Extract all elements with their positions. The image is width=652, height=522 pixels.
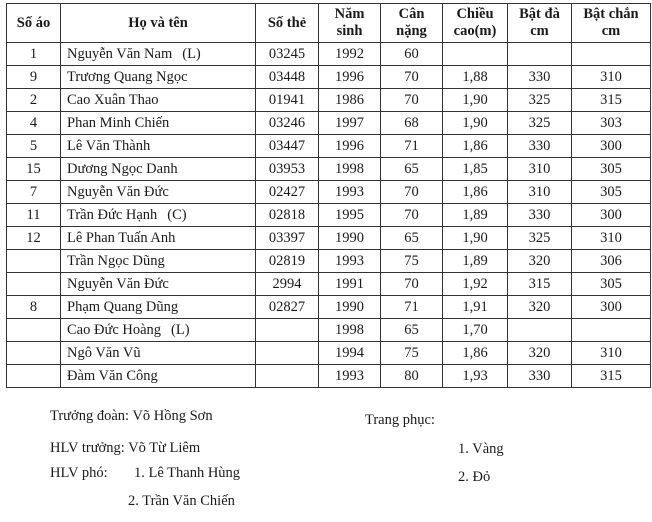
header-spike-line1: Bật đà <box>519 6 560 22</box>
player-name: Cao Xuân Thao <box>67 91 159 108</box>
player-name: Nguyễn Văn Nam <box>67 45 173 62</box>
cell-spike: 310 <box>508 181 572 204</box>
cell-height: 1,70 <box>443 319 508 342</box>
cell-year: 1990 <box>319 227 381 250</box>
cell-name <box>61 135 256 158</box>
table-row <box>7 365 651 388</box>
player-role-tag: (C) <box>167 206 187 223</box>
cell-height: 1,91 <box>443 296 508 319</box>
cell-weight: 70 <box>381 89 443 112</box>
header-block-line2: cm <box>601 23 621 39</box>
cell-height: 1,86 <box>443 342 508 365</box>
header-spike-line2: cm <box>530 23 549 39</box>
cell-spike <box>508 319 572 342</box>
cell-weight: 70 <box>381 273 443 296</box>
cell-name <box>61 365 256 388</box>
cell-height: 1,90 <box>443 89 508 112</box>
cell-block: 300 <box>572 204 651 227</box>
cell-height: 1,93 <box>443 365 508 388</box>
table-row <box>7 296 651 319</box>
cell-spike: 325 <box>508 112 572 135</box>
cell-weight: 75 <box>381 250 443 273</box>
cell-card <box>256 342 319 365</box>
player-name: Nguyễn Văn Đức <box>67 275 169 292</box>
cell-year: 1993 <box>319 365 381 388</box>
cell-card: 03447 <box>256 135 319 158</box>
table-row <box>7 181 651 204</box>
roster-body <box>7 43 651 388</box>
cell-weight: 70 <box>381 181 443 204</box>
table-row <box>7 204 651 227</box>
cell-block: 306 <box>572 250 651 273</box>
cell-year: 1997 <box>319 112 381 135</box>
header-year-line2: sinh <box>336 23 363 39</box>
player-name: Đàm Văn Công <box>67 367 158 384</box>
cell-year: 1991 <box>319 273 381 296</box>
cell-height: 1,88 <box>443 66 508 89</box>
cell-block: 310 <box>572 66 651 89</box>
cell-spike: 330 <box>508 365 572 388</box>
cell-block <box>572 319 651 342</box>
cell-name <box>61 158 256 181</box>
cell-weight: 75 <box>381 342 443 365</box>
cell-name <box>61 112 256 135</box>
cell-spike: 310 <box>508 158 572 181</box>
cell-height: 1,89 <box>443 204 508 227</box>
header-year-line1: Năm <box>334 6 365 22</box>
header-height-line2: cao(m) <box>453 23 497 39</box>
player-name: Lê Phan Tuấn Anh <box>67 229 176 246</box>
cell-card: 2994 <box>256 273 319 296</box>
cell-year: 1992 <box>319 43 381 66</box>
cell-name <box>61 89 256 112</box>
cell-name <box>61 296 256 319</box>
cell-year: 1998 <box>319 158 381 181</box>
cell-height: 1,89 <box>443 250 508 273</box>
cell-block: 303 <box>572 112 651 135</box>
cell-block: 300 <box>572 135 651 158</box>
cell-number: 15 <box>7 158 61 181</box>
head-coach: HLV trưởng: Võ Từ Liêm <box>50 440 201 456</box>
cell-name <box>61 227 256 250</box>
header-spike <box>508 4 572 43</box>
cell-height: 1,90 <box>443 112 508 135</box>
cell-spike: 330 <box>508 135 572 158</box>
cell-card: 03953 <box>256 158 319 181</box>
cell-weight: 71 <box>381 135 443 158</box>
cell-weight: 80 <box>381 365 443 388</box>
cell-weight: 70 <box>381 204 443 227</box>
assistant-coach-1: 1. Lê Thanh Hùng <box>134 465 241 481</box>
cell-number: 1 <box>7 43 61 66</box>
cell-spike <box>508 43 572 66</box>
player-name: Phan Minh Chiến <box>67 114 170 131</box>
cell-height: 1,86 <box>443 181 508 204</box>
cell-weight: 65 <box>381 227 443 250</box>
player-name: Trương Quang Ngọc <box>67 68 188 85</box>
cell-number: 5 <box>7 135 61 158</box>
player-name: Cao Đức Hoàng <box>67 321 162 338</box>
uniform-color-2: 2. Đỏ <box>458 469 491 485</box>
cell-height: 1,90 <box>443 227 508 250</box>
cell-weight: 70 <box>381 66 443 89</box>
cell-number <box>7 342 61 365</box>
cell-block: 300 <box>572 296 651 319</box>
table-row <box>7 43 651 66</box>
assistant-coach-label: HLV phó: <box>50 465 108 481</box>
cell-weight: 65 <box>381 158 443 181</box>
cell-height: 1,92 <box>443 273 508 296</box>
cell-number: 4 <box>7 112 61 135</box>
cell-spike: 320 <box>508 296 572 319</box>
assistant-coach-2: 2. Trần Văn Chiến <box>128 493 235 509</box>
uniform-label: Trang phục: <box>365 412 435 428</box>
player-name: Phạm Quang Dũng <box>67 298 179 315</box>
cell-spike: 330 <box>508 204 572 227</box>
cell-block: 305 <box>572 158 651 181</box>
cell-year: 1998 <box>319 319 381 342</box>
player-name: Trần Đức Hạnh <box>67 206 158 223</box>
cell-year: 1990 <box>319 296 381 319</box>
table-row <box>7 227 651 250</box>
header-weight-line1: Cân <box>398 6 425 22</box>
header-weight-line2: nặng <box>396 23 427 39</box>
header-name: Họ và tên <box>61 4 256 43</box>
cell-block: 315 <box>572 365 651 388</box>
cell-card: 02827 <box>256 296 319 319</box>
cell-name <box>61 273 256 296</box>
player-role-tag: (L) <box>171 321 190 338</box>
header-height-line1: Chiều <box>456 6 494 22</box>
cell-card <box>256 319 319 342</box>
cell-name <box>61 250 256 273</box>
table-row <box>7 319 651 342</box>
header-card: Số thẻ <box>256 4 319 43</box>
player-name: Trần Ngọc Dũng <box>67 252 165 269</box>
header-height <box>443 4 508 43</box>
cell-card: 03246 <box>256 112 319 135</box>
cell-weight: 71 <box>381 296 443 319</box>
cell-weight: 68 <box>381 112 443 135</box>
cell-block: 310 <box>572 342 651 365</box>
cell-block: 305 <box>572 181 651 204</box>
table-row <box>7 135 651 158</box>
cell-spike: 320 <box>508 342 572 365</box>
cell-card: 02427 <box>256 181 319 204</box>
cell-card: 02819 <box>256 250 319 273</box>
cell-height: 1,86 <box>443 135 508 158</box>
cell-card: 02818 <box>256 204 319 227</box>
cell-height: 1,85 <box>443 158 508 181</box>
cell-year: 1993 <box>319 250 381 273</box>
cell-spike: 315 <box>508 273 572 296</box>
cell-number: 12 <box>7 227 61 250</box>
cell-number: 8 <box>7 296 61 319</box>
roster-table <box>6 3 651 388</box>
table-row <box>7 250 651 273</box>
cell-number <box>7 365 61 388</box>
cell-number <box>7 250 61 273</box>
cell-number <box>7 273 61 296</box>
head-of-delegation: Trưởng đoàn: Võ Hồng Sơn <box>50 408 213 424</box>
cell-name <box>61 43 256 66</box>
cell-spike: 330 <box>508 66 572 89</box>
player-name: Nguyễn Văn Đức <box>67 183 169 200</box>
table-row <box>7 112 651 135</box>
cell-block: 315 <box>572 89 651 112</box>
cell-number: 2 <box>7 89 61 112</box>
uniform-color-1: 1. Vàng <box>458 441 504 457</box>
cell-name <box>61 204 256 227</box>
cell-name <box>61 342 256 365</box>
cell-name <box>61 319 256 342</box>
cell-weight: 65 <box>381 319 443 342</box>
cell-number: 9 <box>7 66 61 89</box>
cell-year: 1996 <box>319 66 381 89</box>
player-name: Ngô Văn Vũ <box>67 344 141 361</box>
cell-card: 03448 <box>256 66 319 89</box>
header-number: Số áo <box>7 4 61 43</box>
table-row <box>7 342 651 365</box>
table-row <box>7 273 651 296</box>
cell-number: 7 <box>7 181 61 204</box>
cell-height <box>443 43 508 66</box>
cell-spike: 320 <box>508 250 572 273</box>
cell-year: 1996 <box>319 135 381 158</box>
cell-card: 03397 <box>256 227 319 250</box>
cell-name <box>61 181 256 204</box>
cell-weight: 60 <box>381 43 443 66</box>
cell-spike: 325 <box>508 227 572 250</box>
player-role-tag: (L) <box>182 45 201 62</box>
cell-number <box>7 319 61 342</box>
cell-card: 03245 <box>256 43 319 66</box>
player-name: Lê Văn Thành <box>67 137 151 154</box>
cell-year: 1994 <box>319 342 381 365</box>
cell-spike: 325 <box>508 89 572 112</box>
table-row <box>7 66 651 89</box>
cell-name <box>61 66 256 89</box>
cell-card: 01941 <box>256 89 319 112</box>
cell-year: 1986 <box>319 89 381 112</box>
cell-block <box>572 43 651 66</box>
cell-block: 310 <box>572 227 651 250</box>
header-row <box>7 4 651 43</box>
cell-card <box>256 365 319 388</box>
cell-year: 1995 <box>319 204 381 227</box>
table-row <box>7 158 651 181</box>
header-block <box>572 4 651 43</box>
header-year <box>319 4 381 43</box>
table-row <box>7 89 651 112</box>
player-name: Dương Ngọc Danh <box>67 160 178 177</box>
cell-block: 305 <box>572 273 651 296</box>
header-block-line1: Bật chắn <box>583 6 639 22</box>
header-weight <box>381 4 443 43</box>
cell-number: 11 <box>7 204 61 227</box>
cell-year: 1993 <box>319 181 381 204</box>
